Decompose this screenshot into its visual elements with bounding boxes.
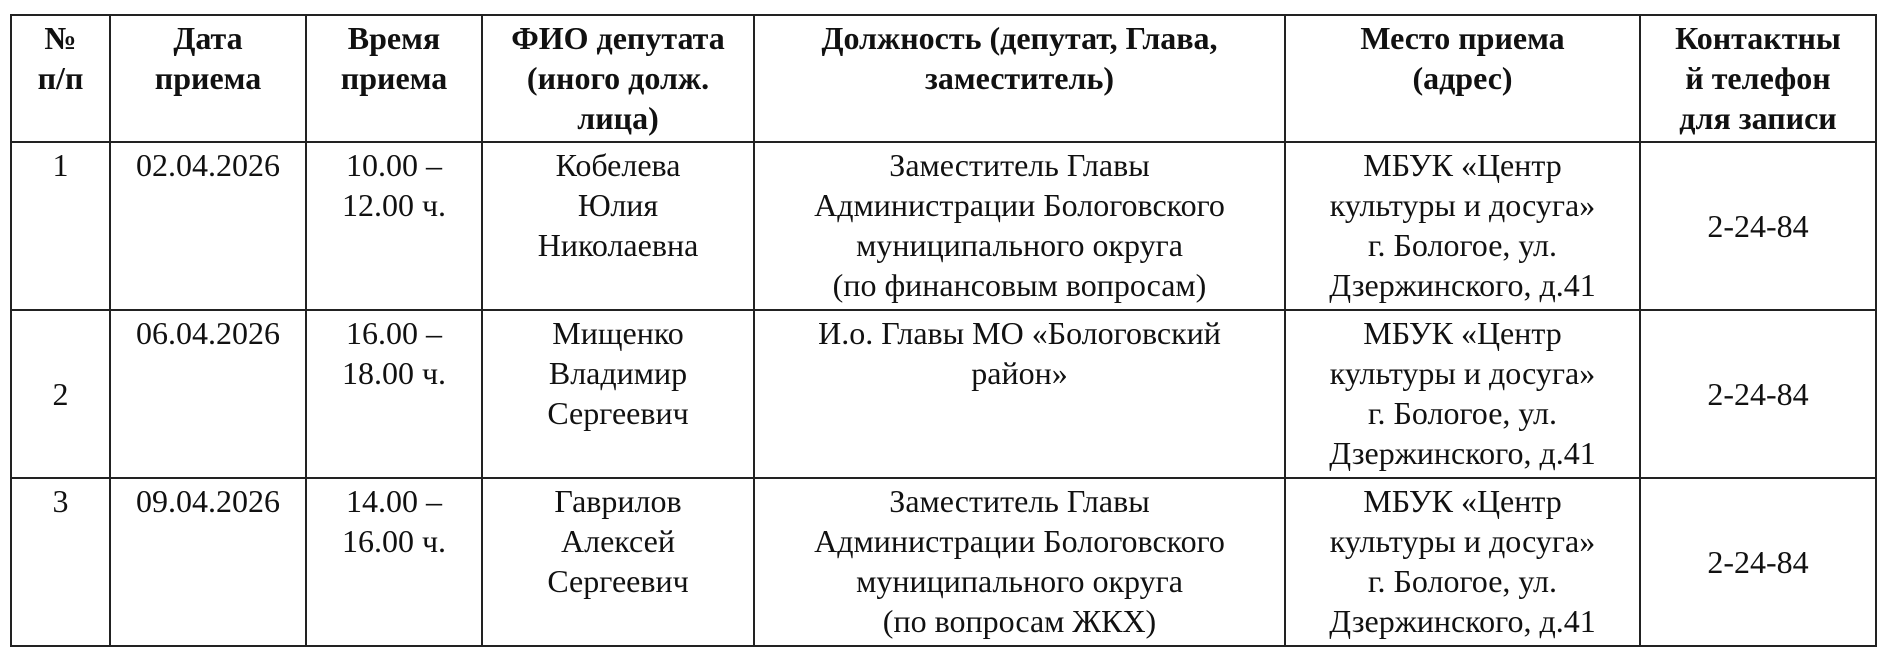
text-line: (по вопросам ЖКХ) — [882, 603, 1157, 639]
text-line: ФИО депутата — [511, 20, 725, 56]
text-line: Заместитель Главы — [889, 147, 1150, 183]
cell-place — [1285, 142, 1640, 310]
text-line: культуры и досуга» — [1329, 523, 1596, 559]
text-line: МБУК «Центр — [1363, 483, 1562, 519]
text-line: Алексей — [561, 523, 675, 559]
text-line: Сергеевич — [547, 395, 689, 431]
text-line: 14.00 – — [346, 483, 442, 519]
cell-name — [482, 310, 754, 478]
text-line: МБУК «Центр — [1363, 147, 1562, 183]
text-line: культуры и досуга» — [1329, 187, 1596, 223]
text-line: Кобелева — [555, 147, 681, 183]
text-line: Гаврилов — [554, 483, 682, 519]
cell-place — [1285, 310, 1640, 478]
cell-phone: 2-24-84 — [1640, 310, 1876, 478]
cell-number: 1 — [11, 142, 110, 310]
text-line: Сергеевич — [547, 563, 689, 599]
text-line: п/п — [37, 60, 84, 96]
text-line: Время — [347, 20, 441, 56]
text-line: И.о. Главы МО «Бологовский — [818, 315, 1221, 351]
cell-phone: 2-24-84 — [1640, 142, 1876, 310]
text-line: Мищенко — [552, 315, 684, 351]
text-line: Заместитель Главы — [889, 483, 1150, 519]
cell-time — [306, 478, 482, 646]
text-line: г. Бологое, ул. — [1368, 227, 1557, 263]
text-line: район» — [971, 355, 1068, 391]
header-col-date — [110, 15, 306, 142]
text-line: Контактны — [1675, 20, 1841, 56]
text-line: для записи — [1679, 100, 1837, 136]
cell-date: 09.04.2026 — [110, 478, 306, 646]
text-line: МБУК «Центр — [1363, 315, 1562, 351]
text-line: 12.00 ч. — [341, 187, 447, 223]
cell-position — [754, 478, 1285, 646]
cell-position — [754, 142, 1285, 310]
text-line: приема — [154, 60, 262, 96]
text-line: заместитель) — [924, 60, 1115, 96]
text-line: Юлия — [577, 187, 659, 223]
text-line: 16.00 ч. — [341, 523, 447, 559]
cell-number: 2 — [11, 310, 110, 478]
text-line: 18.00 ч. — [341, 355, 447, 391]
header-row — [11, 15, 1876, 142]
header-col-place — [1285, 15, 1640, 142]
header-col-number — [11, 15, 110, 142]
cell-date: 02.04.2026 — [110, 142, 306, 310]
text-line: культуры и досуга» — [1329, 355, 1596, 391]
text-line: Дзержинского, д.41 — [1329, 435, 1596, 471]
header-col-time — [306, 15, 482, 142]
text-line: Администрации Бологовского — [814, 523, 1225, 559]
cell-name — [482, 142, 754, 310]
text-line: 10.00 – — [346, 147, 442, 183]
cell-position — [754, 310, 1285, 478]
text-line: (адрес) — [1412, 60, 1513, 96]
header-col-position — [754, 15, 1285, 142]
text-line: (иного долж. — [526, 60, 710, 96]
text-line: муниципального округа — [856, 227, 1183, 263]
text-line: Должность (депутат, Глава, — [821, 20, 1218, 56]
text-line: й телефон — [1685, 60, 1831, 96]
text-line: Дзержинского, д.41 — [1329, 603, 1596, 639]
header-col-name — [482, 15, 754, 142]
text-line: Дзержинского, д.41 — [1329, 267, 1596, 303]
header-col-phone — [1640, 15, 1876, 142]
text-line: Место приема — [1360, 20, 1565, 56]
text-line: г. Бологое, ул. — [1368, 395, 1557, 431]
cell-name — [482, 478, 754, 646]
text-line: Дата — [173, 20, 243, 56]
text-line: Администрации Бологовского — [814, 187, 1225, 223]
cell-place — [1285, 478, 1640, 646]
cell-phone: 2-24-84 — [1640, 478, 1876, 646]
reception-schedule-table — [10, 14, 1877, 647]
cell-time — [306, 310, 482, 478]
text-line: приема — [340, 60, 448, 96]
table-row — [11, 142, 1876, 310]
text-line: 16.00 – — [346, 315, 442, 351]
text-line: г. Бологое, ул. — [1368, 563, 1557, 599]
cell-date: 06.04.2026 — [110, 310, 306, 478]
text-line: лица) — [577, 100, 659, 136]
text-line: (по финансовым вопросам) — [832, 267, 1207, 303]
cell-number: 3 — [11, 478, 110, 646]
cell-time — [306, 142, 482, 310]
table-row — [11, 310, 1876, 478]
text-line: муниципального округа — [856, 563, 1183, 599]
text-line: Владимир — [548, 355, 688, 391]
table-row — [11, 478, 1876, 646]
text-line: № — [44, 20, 77, 56]
text-line: Николаевна — [537, 227, 699, 263]
